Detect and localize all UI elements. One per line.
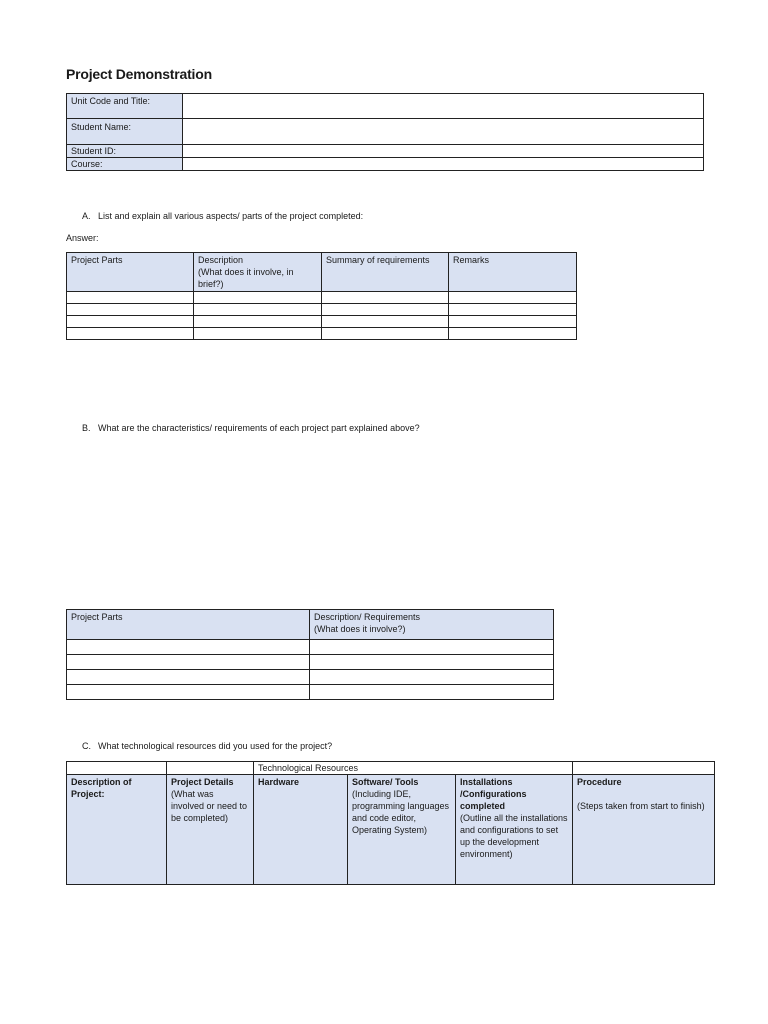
student-name-label: Student Name:	[67, 119, 183, 145]
table-row	[67, 328, 577, 340]
unit-code-label: Unit Code and Title:	[67, 94, 183, 119]
student-id-label: Student ID:	[67, 145, 183, 158]
course-field[interactable]	[183, 158, 704, 171]
student-info-table	[66, 93, 704, 171]
unit-code-field[interactable]	[183, 94, 704, 119]
table-row	[67, 640, 554, 655]
header-software-tools: Software/ Tools (Including IDE, programming languages and code editor, Operating System)	[348, 775, 456, 885]
course-label: Course:	[67, 158, 183, 171]
header-description-of-project: Description of Project:	[67, 775, 167, 885]
table-row	[67, 292, 577, 304]
header-summary-requirements: Summary of requirements	[322, 253, 449, 292]
table-row	[67, 685, 554, 700]
question-c-letter: C.	[82, 741, 91, 751]
header-hardware: Hardware	[254, 775, 348, 885]
question-c-text: What technological resources did you used for the project?	[98, 741, 333, 751]
question-a-text: List and explain all various aspects/ parts of the project completed:	[98, 211, 364, 221]
table-row	[67, 655, 554, 670]
question-a	[82, 211, 363, 221]
header-project-parts: Project Parts	[67, 253, 194, 292]
answer-label: Answer:	[66, 233, 99, 243]
header-project-details: Project Details (What was involved or need to be completed)	[167, 775, 254, 885]
table-row	[67, 316, 577, 328]
header-installations: Installations /Configurations completed (Outline all the installations and configurations to set up the development environment)	[456, 775, 573, 885]
characteristics-table	[66, 609, 554, 700]
student-id-field[interactable]	[183, 145, 704, 158]
question-b-letter: B.	[82, 423, 91, 433]
page-title: Project Demonstration	[66, 66, 212, 82]
header-description-requirements: Description/ Requirements (What does it involve?)	[310, 610, 554, 640]
header-project-parts-b: Project Parts	[67, 610, 310, 640]
table-row	[67, 670, 554, 685]
question-b-text: What are the characteristics/ requirements of each project part explained above?	[98, 423, 420, 433]
question-b	[82, 423, 420, 433]
student-name-field[interactable]	[183, 119, 704, 145]
header-procedure: Procedure (Steps taken from start to finish)	[573, 775, 715, 885]
question-c	[82, 741, 332, 751]
header-description: Description (What does it involve, in brief?)	[194, 253, 322, 292]
project-parts-table	[66, 252, 577, 340]
tech-resources-table	[66, 761, 715, 885]
header-remarks: Remarks	[449, 253, 577, 292]
question-a-letter: A.	[82, 211, 91, 221]
tech-resources-group-header: Technological Resources	[254, 762, 573, 775]
table-row	[67, 304, 577, 316]
